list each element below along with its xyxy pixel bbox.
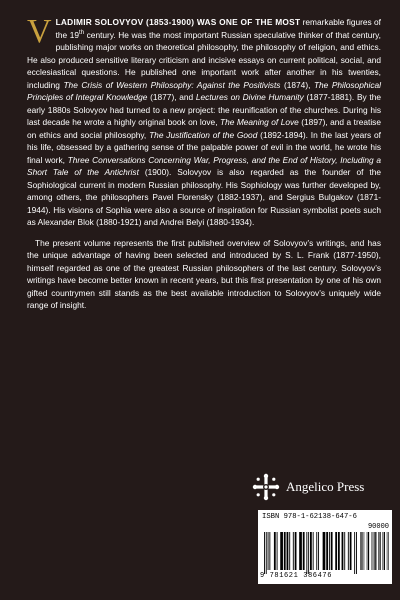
text-run: (1900). Solovyov is also regarded as the founder of the Sophiological current in modern Russian philosophy. His Sophiology was further developed by, among others, the philosophers Pavel Florensky (1882-1937), and Sergius Bulgakov (1871-1944). His visions of Sophia were also a source of inspiration for Russian symbolist poets such as Alexander Blok (1880-1921) and Andrei Belyi (1880-1934). xyxy=(27,167,381,227)
angelico-cross-logo-icon xyxy=(252,473,280,501)
barcode-bar xyxy=(318,532,319,570)
barcode-bar xyxy=(306,532,307,574)
barcode-bar xyxy=(348,532,349,570)
book-title: The Philosophical Principles of Integral Knowledge xyxy=(27,79,381,102)
barcode-bar xyxy=(364,532,365,570)
barcode-bar xyxy=(274,532,276,570)
barcode-bar xyxy=(299,532,302,570)
barcode-bar xyxy=(384,532,385,570)
barcode-bar xyxy=(308,532,309,574)
barcode-bar xyxy=(268,532,269,570)
barcode-bar xyxy=(362,532,363,570)
barcode-bar xyxy=(293,532,294,570)
book-title: Lectures on Divine Humanity xyxy=(195,92,304,102)
barcode-bar xyxy=(316,532,317,570)
blurb-paragraph-2: The present volume represents the first published overview of Solovyov’s writings, and has the unique advantage of having been selected and introduced by S. L. Frank (1877-1950), himself regarded as one of the greatest Russian philosophers of the last century. Solovyov’s writings have become better known in recent years, but this first presentation by one of his own gifted countrymen still stands as the best available introduction to Solovyov’s uniquely wide range of insight. xyxy=(27,237,381,310)
blurb-text xyxy=(27,13,382,312)
book-title: Three Conversations Concerning War, Progress, and the End of History, Including a Short Tale of the Antichrist xyxy=(27,154,381,177)
barcode-bar xyxy=(367,532,368,570)
barcode-bar xyxy=(310,532,312,570)
barcode-bar xyxy=(342,532,344,570)
barcode-bar xyxy=(350,532,352,570)
barcode-bar xyxy=(284,532,286,570)
text-run: century. He was the most important Russian speculative thinker of that century, publishing major works on theoretical philosophy, the philosophy of religion, and ethics. He also produced sensitive literary criticism and incisive essays on current political, social, and ecclesiastical questions. He published one important work after another in his twenties, including xyxy=(27,29,381,90)
barcode-bar xyxy=(269,532,270,570)
barcode-bar xyxy=(378,532,379,570)
barcode-bar xyxy=(344,532,345,570)
barcode-bar xyxy=(331,532,333,570)
text-run: remarkable figures of the 19 xyxy=(55,17,382,40)
barcode-bar xyxy=(356,532,357,574)
barcode-bar xyxy=(335,532,337,570)
barcode-bar xyxy=(295,532,297,570)
barcode-bar xyxy=(329,532,330,570)
barcode-bar xyxy=(387,532,388,570)
barcode-bar xyxy=(388,532,389,570)
lead-in-caps: LADIMIR SOLOVYOV (1853-1900) WAS ONE OF THE MOST xyxy=(55,17,301,27)
barcode-bar xyxy=(372,532,373,570)
barcode-bar xyxy=(277,532,278,570)
barcode-bar xyxy=(374,532,375,570)
barcode-bar xyxy=(338,532,340,570)
publisher-name: Angelico Press xyxy=(286,479,365,494)
barcode-bar xyxy=(375,532,376,570)
barcode-bar xyxy=(280,532,283,570)
barcode-bar xyxy=(287,532,289,570)
barcode-box xyxy=(258,510,392,584)
barcode-bar xyxy=(264,532,265,574)
barcode-bar xyxy=(326,532,328,570)
barcode-bar xyxy=(368,532,369,570)
text-run: (1877-1881). By the early 1880s Solovyov had turned to a new project: the reunification of the churches. During his last decade he wrote a highly original book on love, xyxy=(27,92,382,127)
book-title: The Meaning of Love xyxy=(219,117,299,127)
text-run: (1897), and a treatise on ethics and social philosophy, xyxy=(27,117,381,140)
barcode-bar xyxy=(379,532,380,570)
barcode-bar xyxy=(289,532,290,570)
isbn-label: ISBN 978-1-62138-647-6 xyxy=(262,513,357,521)
barcode-bar xyxy=(313,532,314,570)
drop-cap: V xyxy=(27,13,52,50)
barcode-bar xyxy=(354,532,355,574)
ean-digits: 9 781621 386476 xyxy=(260,572,333,580)
book-title: The Crisis of Western Philosophy: Against the Positivists xyxy=(63,79,281,90)
text-run: (1892-1894). In the last years of his life, obsessed by a gathering sense of the palpable power of evil in the world, he wrote his final work, xyxy=(27,129,382,165)
text-run: (1877), and xyxy=(147,92,196,102)
barcode-bar xyxy=(373,532,374,570)
price-code: 90000 xyxy=(367,523,389,531)
barcode-bar xyxy=(383,532,384,570)
barcode-bar xyxy=(266,532,267,574)
barcode-bar xyxy=(361,532,362,570)
barcode-bar xyxy=(323,532,326,570)
barcode-bar xyxy=(303,532,305,570)
barcode-bar xyxy=(360,532,361,570)
publisher-imprint xyxy=(252,472,382,502)
superscript: th xyxy=(79,29,85,36)
book-title: The Justification of the Good xyxy=(149,129,258,140)
blurb-paragraph-1 xyxy=(27,13,382,229)
text-run: (1874), xyxy=(280,79,314,90)
